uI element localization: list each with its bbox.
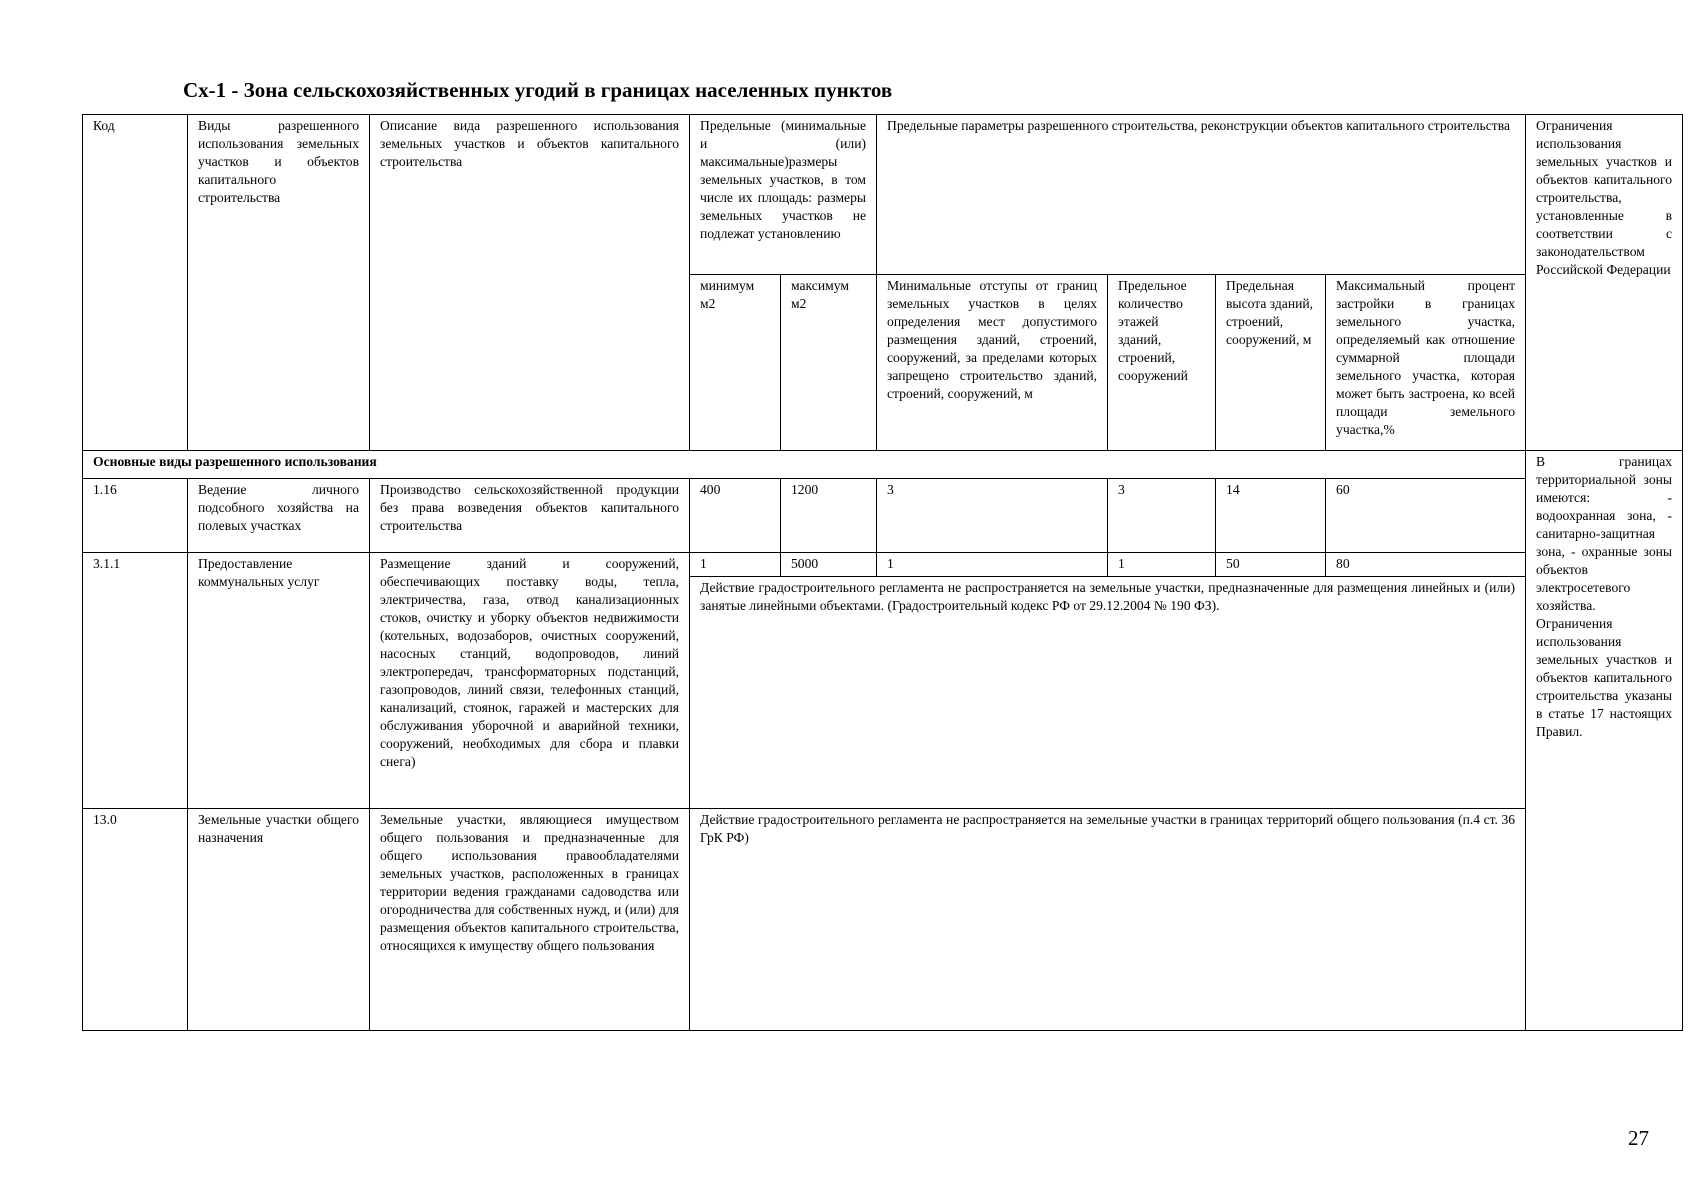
header-min: минимум м2 — [690, 275, 781, 451]
row-coverage: 80 — [1326, 553, 1526, 577]
section-row — [83, 451, 1683, 479]
row-min: 400 — [690, 479, 781, 553]
row-min: 1 — [690, 553, 781, 577]
row-setbacks: 1 — [877, 553, 1108, 577]
row-note: Действие градостроительного регламента не распространяется на земельные участки, предназначенные для размещения линейных и (или) занятые линейными объектами. (Градостроительный кодекс РФ от 29.12.2004 № 190 ФЗ). — [690, 577, 1526, 809]
restrictions-note: В границах территориальной зоны имеются: - водоохранная зона, - санитарно-защитная зона, - охранные зоны объектов электросетевого хозяйства. Ограничения использования земельных участков и объектов капитального строительства указаны в статье 17 настоящих Правил. — [1526, 451, 1683, 1031]
row-code: 13.0 — [83, 809, 188, 1031]
section-label: Основные виды разрешенного использования — [83, 451, 1526, 479]
row-kind: Ведение личного подсобного хозяйства на полевых участках — [188, 479, 370, 553]
header-plot-size: Предельные (минимальные и (или) максимальные)размеры земельных участков, в том числе их площадь: размеры земельных участков не подлежат установлению — [690, 115, 877, 275]
header-floors: Предельное количество этажей зданий, строений, сооружений — [1108, 275, 1216, 451]
header-setbacks: Минимальные отступы от границ земельных участков в целях определения мест допустимого размещения зданий, строений, сооружений, за пределами которых запрещено строительство зданий, строений, сооружений, м — [877, 275, 1108, 451]
header-code: Код — [83, 115, 188, 451]
header-params: Предельные параметры разрешенного строительства, реконструкции объектов капитального строительства — [877, 115, 1526, 275]
page-number: 27 — [1628, 1126, 1649, 1150]
table-row — [83, 479, 1683, 553]
header-max: максимум м2 — [781, 275, 877, 451]
header-description: Описание вида разрешенного использования земельных участков и объектов капитального строительства — [370, 115, 690, 451]
row-code: 1.16 — [83, 479, 188, 553]
row-note: Действие градостроительного регламента не распространяется на земельные участки в границах территорий общего пользования (п.4 ст. 36 ГрК РФ) — [690, 809, 1526, 1031]
row-height: 14 — [1216, 479, 1326, 553]
page-title: Сх-1 - Зона сельскохозяйственных угодий в границах населенных пунктов — [183, 78, 893, 102]
zoning-table — [82, 114, 1683, 1031]
row-description: Производство сельскохозяйственной продукции без права возведения объектов капитального строительства — [370, 479, 690, 553]
header-kinds: Виды разрешенного использования земельных участков и объектов капитального строительства — [188, 115, 370, 451]
row-floors: 3 — [1108, 479, 1216, 553]
row-description: Земельные участки, являющиеся имуществом общего пользования и предназначенные для общего использования правообладателями земельных участков, расположенных в границах территории ведения гражданами садоводства или огородничества для собственных нужд, и (или) для размещения объектов капитального строительства, относящихся к имуществу общего пользования — [370, 809, 690, 1031]
row-max: 5000 — [781, 553, 877, 577]
row-description: Размещение зданий и сооружений, обеспечивающих поставку воды, тепла, электричества, газа, отвод канализационных стоков, очистку и уборку объектов недвижимости (котельных, водозаборов, очистных сооружений, насосных станций, водопроводов, линий электропередач, трансформаторных подстанций, газопроводов, линий связи, телефонных станций, канализаций, стоянок, гаражей и мастерских для обслуживания уборочной и аварийной техники, сооружений, необходимых для сбора и плавки снега) — [370, 553, 690, 809]
row-coverage: 60 — [1326, 479, 1526, 553]
table-row — [83, 809, 1683, 1031]
row-kind: Предоставление коммунальных услуг — [188, 553, 370, 809]
row-max: 1200 — [781, 479, 877, 553]
row-floors: 1 — [1108, 553, 1216, 577]
row-height: 50 — [1216, 553, 1326, 577]
row-code: 3.1.1 — [83, 553, 188, 809]
header-restrictions: Ограничения использования земельных участков и объектов капитального строительства, установленные в соответствии с законодательством Российской Федерации — [1526, 115, 1683, 451]
row-setbacks: 3 — [877, 479, 1108, 553]
header-height: Предельная высота зданий, строений, сооружений, м — [1216, 275, 1326, 451]
row-kind: Земельные участки общего назначения — [188, 809, 370, 1031]
table-row — [83, 553, 1683, 577]
header-row-1 — [83, 115, 1683, 275]
header-coverage: Максимальный процент застройки в границах земельного участка, определяемый как отношение суммарной площади земельного участка, которая может быть застроена, ко всей площади земельного участка,% — [1326, 275, 1526, 451]
